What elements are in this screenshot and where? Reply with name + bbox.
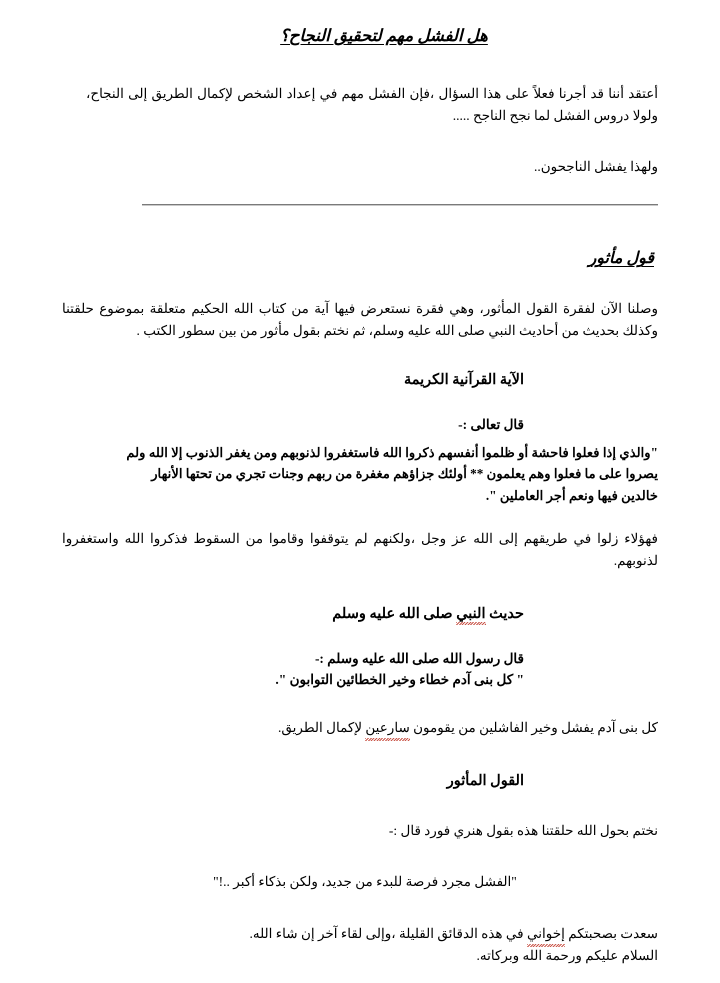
hadith-quote: " كل بنى آدم خطاء وخير الخطائين التوابون ".: [275, 671, 524, 687]
farewell-line: [62, 923, 658, 945]
farewell-part-1: سعدت بصحبتكم: [564, 925, 658, 941]
hadith-heading-part-2: صلى الله عليه وسلم: [332, 605, 457, 622]
farewell-spellcheck-word: إخواني: [527, 923, 565, 945]
hadith-lead: قال رسول الله صلى الله عليه وسلم :-: [314, 650, 524, 666]
proverb-quote: "الفشل مجرد فرصة للبدء من جديد، ولكن بذكاء أكبر ..!": [213, 874, 517, 890]
intro-closing-line: ولهذا يفشل الناجحون..: [533, 159, 658, 175]
hadith-commentary: [62, 717, 658, 739]
quran-verse-lead: قال تعالى :-: [458, 417, 524, 433]
intro-paragraph: أعتقد أننا قد أجرنا فعلاً على هذا السؤال ،فإن الفشل مهم في إعداد الشخص لإكمال الطريق إلى النجاح، ولولا دروس الفشل لما نجح الناجح .....: [86, 85, 658, 123]
hadith-heading-spellcheck-word: النبي: [456, 605, 486, 622]
section-heading-proverb: القول المأثور: [446, 772, 524, 789]
section-heading-hadith: [62, 606, 658, 623]
hadith-commentary-part-1: كل بنى آدم يفشل وخير الفاشلين من يقومون: [409, 719, 658, 735]
quran-verse-commentary: فهؤلاء زلوا في طريقهم إلى الله عز وجل ،ولكنهم لم يتوقفوا وقاموا من السقوط فذكروا الله واستغفروا لذنوبهم.: [62, 531, 658, 568]
section-heading-proverb-intro: قول مأثور: [588, 250, 654, 268]
document-body: [62, 14, 658, 966]
quran-verse-line-2: يصروا على ما فعلوا وهم يعلمون ** أولئك جزاؤهم مغفرة من ربهم وجنات تجري من تحتها الأنهار: [151, 466, 658, 482]
hadith-commentary-part-2: لإكمال الطريق.: [278, 719, 366, 735]
farewell-part-2: في هذه الدقائق القليلة ،وإلى لقاء آخر إن شاء الله.: [249, 925, 528, 941]
quran-verse-line-1: "والذي إذا فعلوا فاحشة أو ظلموا أنفسهم ذكروا الله فاستغفروا لذنوبهم ومن يغفر الذنوب إلا الله ولم: [126, 444, 658, 460]
proverb-lead: نختم بحول الله حلقتنا هذه بقول هنري فورد قال :-: [388, 822, 658, 838]
hadith-commentary-spellcheck-word: سارعين: [365, 717, 409, 739]
document-title: هل الفشل مهم لتحقيق النجاح؟: [280, 26, 488, 45]
section-heading-quran-verse: الآية القرآنية الكريمة: [403, 372, 524, 389]
quran-verse-line-3: خالدين فيها ونعم أجر العاملين ".: [485, 487, 658, 503]
salutation-line: السلام عليكم ورحمة الله وبركاته.: [476, 947, 658, 963]
proverb-intro-paragraph: وصلنا الآن لفقرة القول المأثور، وهي فقرة نستعرض فيها آية من كتاب الله الحكيم متعلقة بموضوع حلقتنا وكذلك بحديث من أحاديث النبي صلى الله عليه وسلم، ثم نختم بقول مأثور من بين سطور الكتب .: [62, 301, 658, 339]
hadith-heading-part-1: حديث: [485, 605, 524, 622]
